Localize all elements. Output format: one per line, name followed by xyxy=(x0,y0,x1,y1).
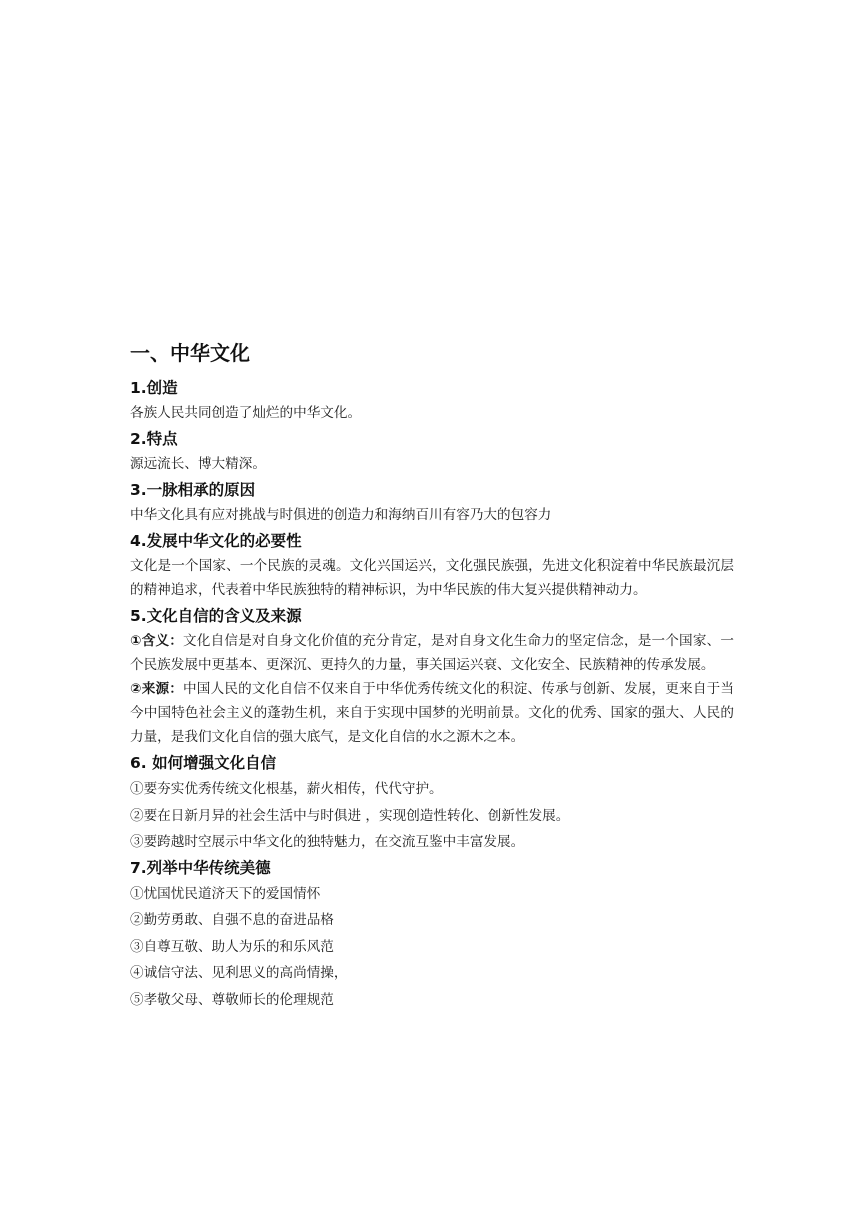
section-heading-2: 2.特点 xyxy=(130,430,178,448)
list-item: ①忧国忧民道济天下的爱国情怀 xyxy=(130,885,321,902)
section-7-list xyxy=(130,881,734,1014)
document-body xyxy=(130,336,734,1013)
section-text-3: 中华文化具有应对挑战与时俱进的创造力和海纳百川有容乃大的包容力 xyxy=(130,507,552,523)
section-text-2: 源远流长、博大精深。 xyxy=(130,456,266,472)
item-label: ②来源： xyxy=(130,681,184,697)
list-item: ①要夯实优秀传统文化根基，薪火相传，代代守护。 xyxy=(130,781,443,797)
section-heading-3: 3.一脉相承的原因 xyxy=(130,481,256,499)
document-title: 一、中华文化 xyxy=(130,341,250,365)
section-6-list xyxy=(130,776,734,856)
list-item: ③自尊互敬、助人为乐的和乐风范 xyxy=(130,938,334,955)
list-item: ②要在日新月异的社会生活中与时俱进 ，实现创造性转化、创新性发展。 xyxy=(130,807,570,824)
section-heading-4: 4.发展中华文化的必要性 xyxy=(130,532,302,550)
section-5-item-source xyxy=(130,677,734,749)
list-item: ②勤劳勇敢、自强不息的奋进品格 xyxy=(130,912,334,928)
section-heading-6: 6. 如何增强文化自信 xyxy=(130,754,277,772)
item-text: 文化自信是对自身文化价值的充分肯定，是对自身文化生命力的坚定信念，是一个国家、一个民族发展中更基本、更深沉、更持久的力量，事关国运兴衰、文化安全、民族精神的传承发展。 xyxy=(130,633,734,673)
section-heading-7: 7.列举中华传统美德 xyxy=(130,858,271,877)
list-item: ⑤孝敬父母、尊敬师长的伦理规范 xyxy=(130,991,334,1008)
section-heading-5: 5.文化自信的含义及来源 xyxy=(130,607,302,625)
item-label: ①含义： xyxy=(130,633,184,649)
section-5-item-meaning xyxy=(130,629,734,677)
list-item: ④诚信守法、见利思义的高尚情操， xyxy=(130,965,348,981)
list-item: ③要跨越时空展示中华文化的独特魅力，在交流互鉴中丰富发展。 xyxy=(130,834,525,850)
section-text-1: 各族人民共同创造了灿烂的中华文化。 xyxy=(130,405,362,421)
section-text-4: 文化是一个国家、一个民族的灵魂。文化兴国运兴，文化强民族强，先进文化积淀着中华民族最沉层的精神追求，代表着中华民族独特的精神标识，为中华民族的伟大复兴提供精神动力。 xyxy=(130,558,734,598)
section-heading-1: 1.创造 xyxy=(130,379,178,397)
item-text: 中国人民的文化自信不仅来自于中华优秀传统文化的积淀、传承与创新、发展，更来自于当今中国特色社会主义的蓬勃生机，来自于实现中国梦的光明前景。文化的优秀、国家的强大、人民的力量，是我们文化自信的强大底气，是文化自信的水之源木之本。 xyxy=(130,681,734,745)
